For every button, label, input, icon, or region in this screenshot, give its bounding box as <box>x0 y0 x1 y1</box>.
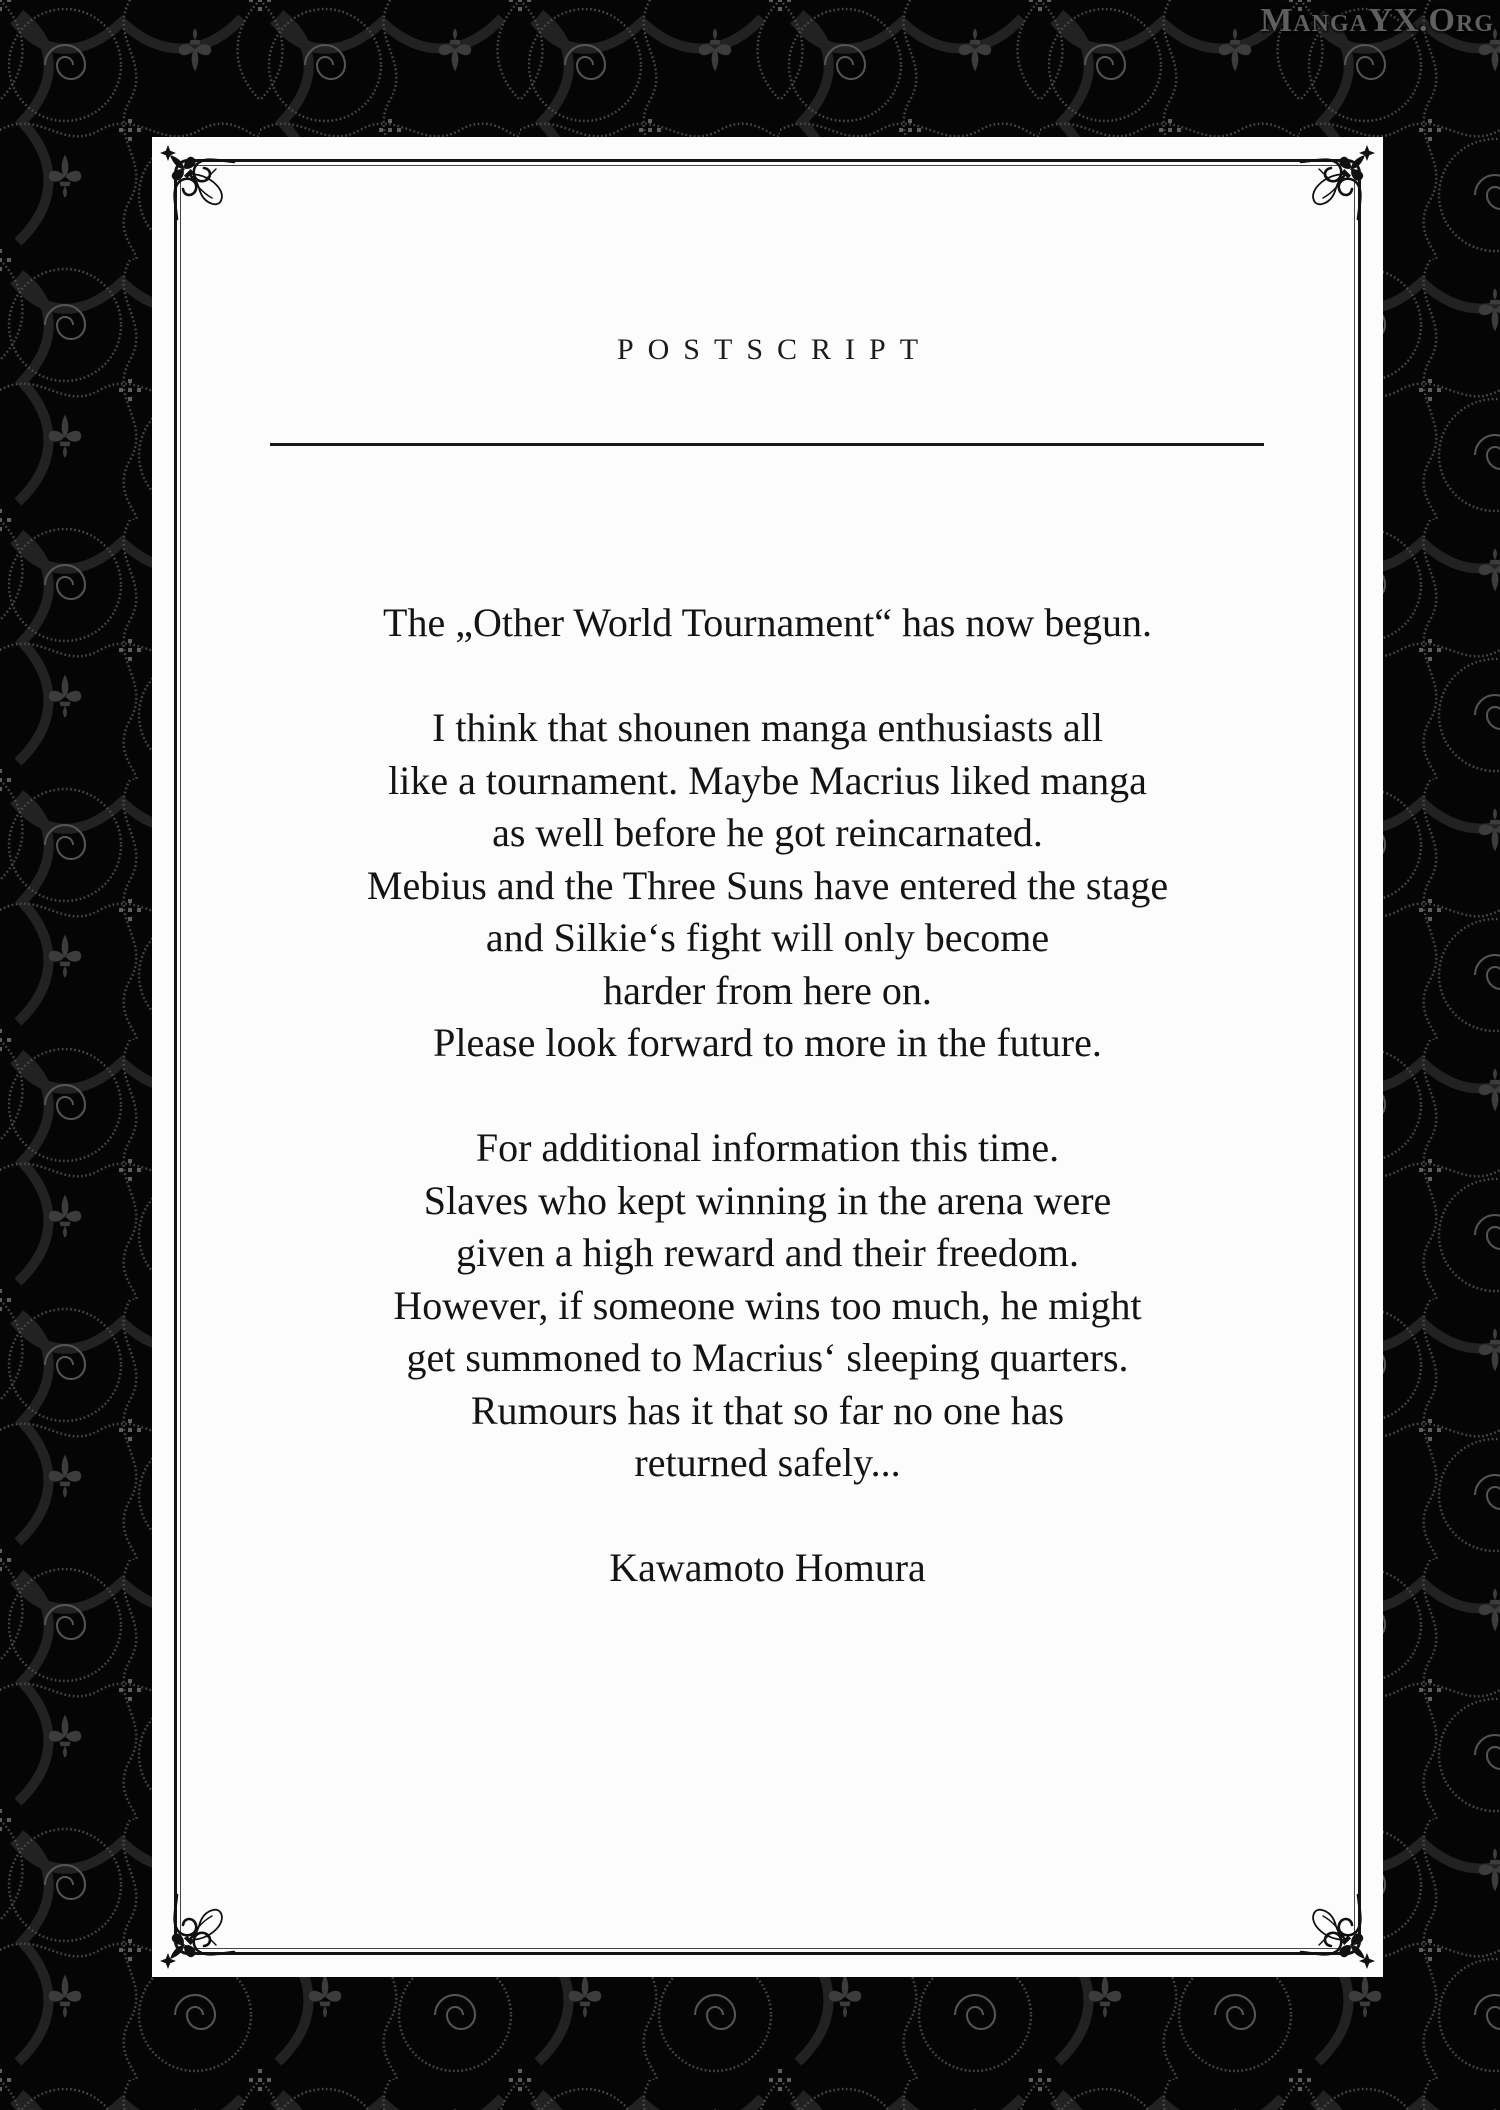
paragraph: I think that shounen manga enthusiasts all like a tournament. Maybe Macrius liked manga as well before he got reincarnated. Mebius and the Three Suns have entered the stage and Silkie‘s fight will only become harder from here on. Please look forward to more in the future. <box>366 705 1169 1065</box>
postscript-body <box>192 597 1343 1647</box>
manga-page <box>152 137 1383 1977</box>
page-title: POSTSCRIPT <box>616 333 933 366</box>
author-signature: Kawamoto Homura <box>609 1545 926 1590</box>
site-watermark: MangaYX.Org <box>1260 2 1494 39</box>
corner-flourish-top-right-icon <box>1295 139 1381 225</box>
title-divider <box>270 443 1264 446</box>
corner-flourish-bottom-right-icon <box>1295 1889 1381 1975</box>
paragraph: For additional information this time. Slaves who kept winning in the arena were given a high reward and their freedom. However, if someone wins too much, he might get summoned to Macrius‘ sleeping quarters. Rumours has it that so far no one has returned safely... <box>393 1125 1142 1485</box>
corner-flourish-top-left-icon <box>154 139 240 225</box>
corner-flourish-bottom-left-icon <box>154 1889 240 1975</box>
paragraph: The „Other World Tournament“ has now begun. <box>383 600 1152 645</box>
